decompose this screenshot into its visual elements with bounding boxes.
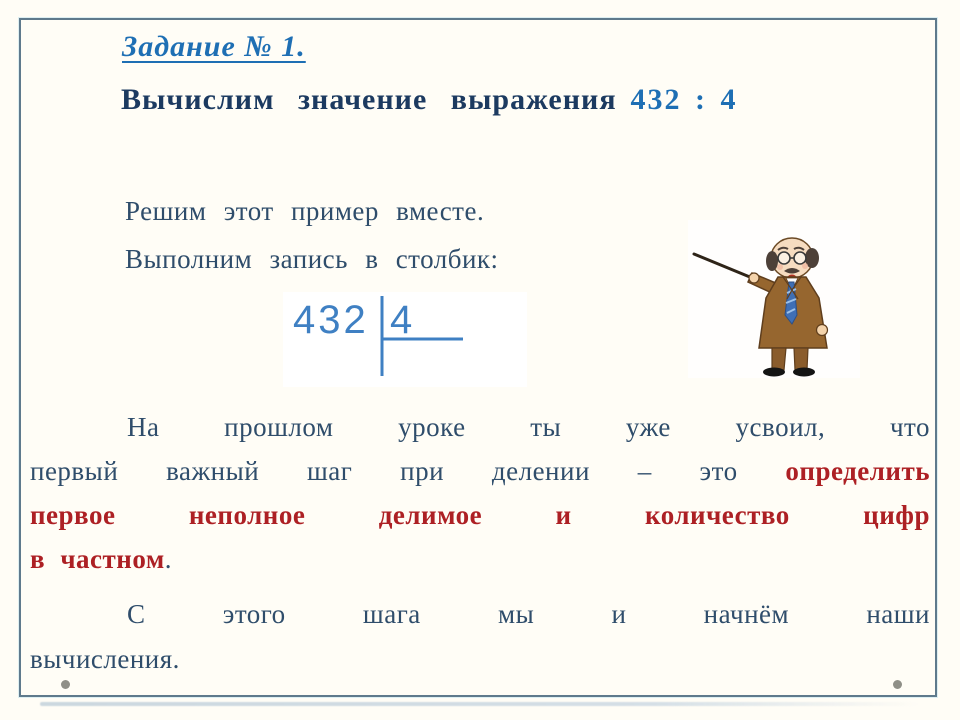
long-division-drawing <box>283 292 527 387</box>
rule-line-2-emphasis: определить <box>785 456 930 486</box>
intro-line-2: Выполним запись в столбик: <box>125 244 499 274</box>
rule-paragraph-line-4 <box>30 543 930 575</box>
teacher-with-pointer-icon <box>688 220 860 378</box>
division-dividend: 432 <box>293 298 369 342</box>
slide-drop-shadow <box>40 702 918 706</box>
next-paragraph-line-2: вычисления. <box>30 644 180 674</box>
next-paragraph-line-1: С этого шага мы и начнём наши <box>127 599 930 629</box>
heading-label: Вычислим значение выражения <box>121 83 617 116</box>
rule-paragraph-line-1: На прошлом уроке ты уже усвоил, что <box>127 412 930 442</box>
heading-expression: 432 : 4 <box>630 83 738 116</box>
page-title: Задание № 1. <box>122 30 306 63</box>
rule-line-4-emphasis: в частном <box>30 544 165 574</box>
rule-line-4-period: . <box>164 544 172 574</box>
heading <box>121 82 738 118</box>
long-division-figure <box>283 292 527 387</box>
division-divisor: 4 <box>390 298 413 342</box>
rule-line-2-plain: первый важный шаг при делении – это <box>30 456 738 486</box>
intro-line-1: Решим этот пример вместе. <box>125 196 485 226</box>
rule-paragraph-line-2 <box>30 455 930 487</box>
teacher-illustration <box>688 220 860 378</box>
rule-paragraph-line-3: первое неполное делимое и количество цифр <box>30 500 930 530</box>
slide-frame <box>19 18 937 697</box>
footer-bullet-right <box>893 680 902 689</box>
footer-bullet-left <box>61 680 70 689</box>
slide-content <box>21 20 935 695</box>
